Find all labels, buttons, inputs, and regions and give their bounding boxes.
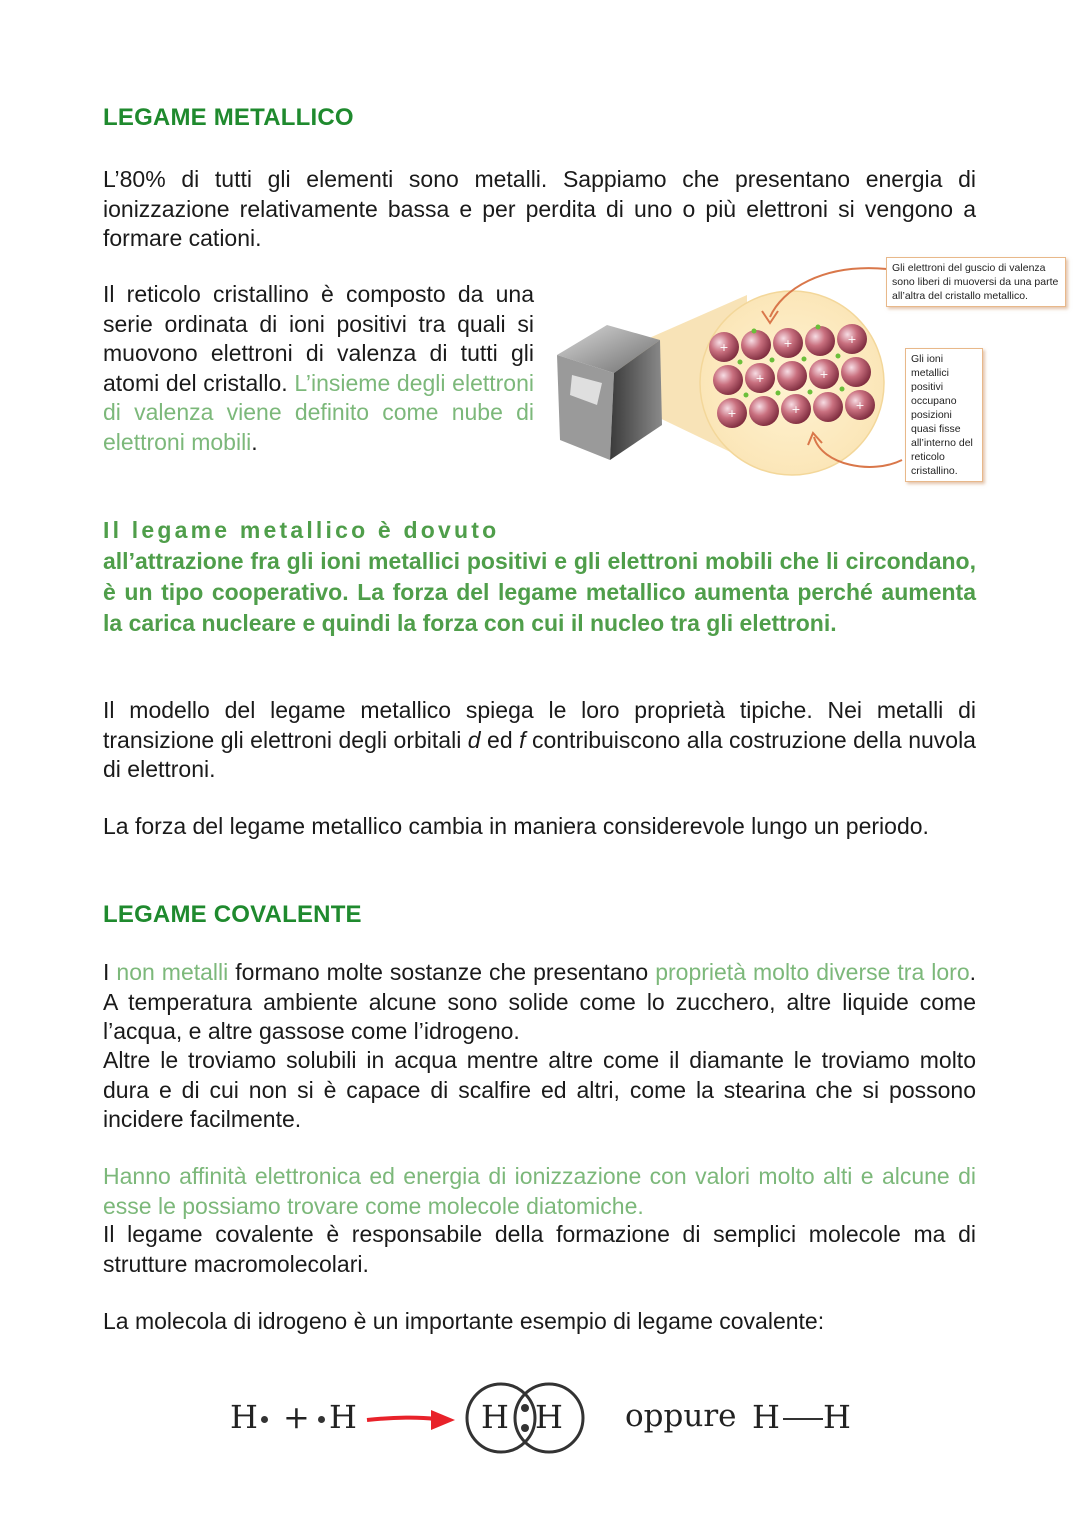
covalent-paragraph-2: Altre le troviamo solubili in acqua mentre altre come il diamante le troviamo molto dura e di cui non si è capace di scalfire ed altri, come la stearina che si possono incidere facilmente. <box>103 1047 976 1132</box>
lattice-paragraph <box>103 280 534 457</box>
model-text-3: contribuiscono alla costruzione della nuvola di elettroni. <box>103 726 976 782</box>
metallic-lattice-figure <box>552 255 1072 495</box>
svg-text:+: + <box>847 333 857 346</box>
heading-legame-covalente: LEGAME COVALENTE <box>103 901 362 928</box>
orbital-f: f <box>519 726 526 753</box>
svg-text:+: + <box>719 341 729 354</box>
lattice-period: . <box>251 428 258 455</box>
metallic-bond-paragraph <box>103 515 976 639</box>
eq-molecule-h-right: H <box>535 1398 563 1436</box>
metallic-intro-paragraph: L’80% di tutti gli elementi sono metalli. Sappiamo che presentano energia di ionizzazione relativamente bassa e per perdita di uno o più elettroni si vengono a formare cationi. <box>103 166 976 251</box>
covalent-paragraph-5: La molecola di idrogeno è un importante esempio di legame covalente: <box>103 1308 825 1334</box>
model-text-2: ed <box>480 726 520 753</box>
bond-spaced-text: Il legame metallico è dovuto <box>103 517 500 543</box>
proprieta-highlight: proprietà molto diverse tra loro <box>655 959 970 985</box>
callout-valence-electrons: Gli elettroni del guscio di valenza sono liberi di muoversi da una parte all’altra del cristallo metallico. <box>886 257 1066 307</box>
svg-text:+: + <box>755 372 765 385</box>
svg-text:+: + <box>791 403 801 416</box>
lattice-green-text: L’insieme degli elettroni di valenza viene definito come nube di elettroni mobili <box>103 369 535 455</box>
lattice-text: Il reticolo cristallino è composto da una serie ordinata di ioni positivi tra quali si muovono elettroni di valenza di tutti gli atomi del cristallo. <box>103 281 534 396</box>
metal-cube <box>557 325 662 460</box>
orbital-d: d <box>467 726 481 753</box>
eq-molecule-h-left: H <box>481 1398 509 1436</box>
eq-oppure: oppure <box>625 1398 737 1434</box>
bond-rest-text: all’attrazione fra gli ioni metallici positivi e gli elettroni mobili che li circondano, è un tipo cooperativo. La forza del legame metallico aumenta perché aumenta la carica nucleare e quindi la forza con cui il nucleo tra gli elettroni. <box>103 548 976 636</box>
eq-h-right: H <box>329 1398 357 1436</box>
eq-plus: + <box>283 1398 310 1436</box>
covalent-paragraph-4: Il legame covalente è responsabile della formazione di semplici molecole ma di strutture macromolecolari. <box>103 1221 976 1277</box>
svg-text:+: + <box>727 407 737 420</box>
hydrogen-equation <box>225 1380 865 1470</box>
single-bond-line <box>783 1418 823 1420</box>
covalent-paragraph-3: Hanno affinità elettronica ed energia di ionizzazione con valori molto alti e alcune di esse le possiamo trovare come molecole diatomiche. <box>103 1163 976 1219</box>
svg-text:+: + <box>783 337 793 350</box>
electron-dot-icon <box>318 1416 325 1423</box>
non-metalli-highlight: non metalli <box>116 959 229 985</box>
svg-text:+: + <box>819 368 829 381</box>
model-text-1: Il modello del legame metallico spiega le loro proprietà tipiche. Nei metalli di transizione gli elettroni degli orbitali <box>103 697 976 753</box>
reaction-arrow-icon <box>365 1408 457 1432</box>
eq-h-left: H <box>230 1398 258 1436</box>
covalent-paragraph-1: I non metalli formano molte sostanze che presentano proprietà molto diverse tra loro. A temperatura ambiente alcune sono solide come lo zucchero, altre liquide come l’acqua, e altre gassose come l’idrogeno. <box>103 959 977 1044</box>
eq-bond-h-right: H <box>823 1398 851 1436</box>
eq-bond-h-left: H <box>752 1398 780 1436</box>
strength-paragraph: La forza del legame metallico cambia in maniera considerevole lungo un periodo. <box>103 813 929 839</box>
electron-dot-icon <box>261 1416 268 1423</box>
heading-legame-metallico: LEGAME METALLICO <box>103 104 354 131</box>
callout-metal-ions: Gli ioni metallici positivi occupano posizioni quasi fisse all’interno del reticolo cristallino. <box>905 348 983 482</box>
model-paragraph <box>103 696 976 785</box>
svg-text:+: + <box>855 399 865 412</box>
